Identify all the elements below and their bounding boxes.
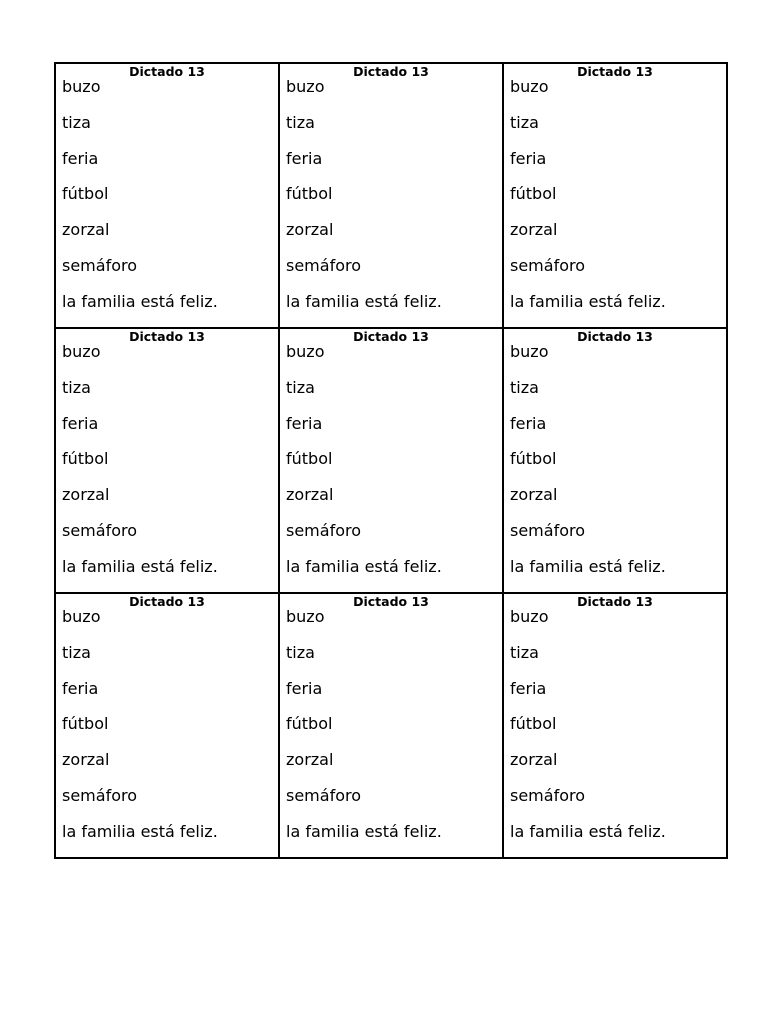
word-item: buzo <box>286 607 325 626</box>
word-item: tiza <box>286 642 315 662</box>
word-list <box>286 78 442 311</box>
word-item: zorzal <box>510 750 558 770</box>
sentence-item: la familia está feliz. <box>286 821 442 841</box>
card-title: Dictado 13 <box>353 594 429 609</box>
sentence-item: la familia está feliz. <box>62 291 218 311</box>
word-item: semáforo <box>510 255 586 275</box>
card-title: Dictado 13 <box>353 64 429 79</box>
word-item: buzo <box>510 342 549 361</box>
word-list <box>62 343 218 576</box>
dictation-card <box>279 328 503 593</box>
sentence-item: la familia está feliz. <box>62 821 218 841</box>
word-item: buzo <box>62 342 101 361</box>
word-item: buzo <box>510 607 549 626</box>
word-item: semáforo <box>286 255 362 275</box>
card-title: Dictado 13 <box>353 329 429 344</box>
word-item: fútbol <box>510 184 557 204</box>
word-item: semáforo <box>62 785 138 805</box>
word-item: buzo <box>286 342 325 361</box>
word-item: feria <box>510 148 547 168</box>
word-item: zorzal <box>286 220 334 240</box>
word-item: feria <box>62 413 99 433</box>
word-item: semáforo <box>510 520 586 540</box>
card-row <box>55 593 727 858</box>
word-item: zorzal <box>62 750 110 770</box>
word-item: tiza <box>510 642 539 662</box>
word-item: semáforo <box>286 520 362 540</box>
card-title: Dictado 13 <box>129 594 205 609</box>
word-item: fútbol <box>286 184 333 204</box>
word-item: tiza <box>510 112 539 132</box>
word-item: zorzal <box>286 485 334 505</box>
word-item: feria <box>286 678 323 698</box>
word-item: tiza <box>62 377 91 397</box>
word-item: zorzal <box>510 220 558 240</box>
word-item: fútbol <box>286 449 333 469</box>
card-row <box>55 63 727 328</box>
word-list <box>62 78 218 311</box>
word-item: tiza <box>286 112 315 132</box>
word-list <box>286 343 442 576</box>
card-title: Dictado 13 <box>129 329 205 344</box>
sentence-item: la familia está feliz. <box>286 556 442 576</box>
dictation-card-grid <box>54 62 728 859</box>
word-item: buzo <box>62 607 101 626</box>
word-item: fútbol <box>510 714 557 734</box>
card-title: Dictado 13 <box>129 64 205 79</box>
word-item: zorzal <box>62 220 110 240</box>
dictation-card <box>55 328 279 593</box>
word-item: semáforo <box>510 785 586 805</box>
word-item: fútbol <box>286 714 333 734</box>
sentence-item: la familia está feliz. <box>510 291 666 311</box>
word-item: semáforo <box>62 255 138 275</box>
dictation-card <box>503 593 727 858</box>
card-title: Dictado 13 <box>577 64 653 79</box>
word-item: zorzal <box>510 485 558 505</box>
word-item: fútbol <box>62 714 109 734</box>
card-row <box>55 328 727 593</box>
word-item: zorzal <box>62 485 110 505</box>
card-title: Dictado 13 <box>577 594 653 609</box>
sentence-item: la familia está feliz. <box>510 556 666 576</box>
word-item: semáforo <box>286 785 362 805</box>
dictation-card <box>503 328 727 593</box>
sentence-item: la familia está feliz. <box>62 556 218 576</box>
word-item: buzo <box>62 77 101 96</box>
word-list <box>62 608 218 841</box>
word-item: tiza <box>62 642 91 662</box>
word-item: feria <box>510 413 547 433</box>
word-list <box>510 608 666 841</box>
sentence-item: la familia está feliz. <box>286 291 442 311</box>
word-item: fútbol <box>510 449 557 469</box>
word-item: tiza <box>510 377 539 397</box>
word-list <box>510 343 666 576</box>
word-item: buzo <box>286 77 325 96</box>
word-item: buzo <box>510 77 549 96</box>
dictation-card <box>279 63 503 328</box>
sentence-item: la familia está feliz. <box>510 821 666 841</box>
dictation-card <box>279 593 503 858</box>
card-title: Dictado 13 <box>577 329 653 344</box>
word-item: tiza <box>286 377 315 397</box>
word-list <box>510 78 666 311</box>
word-item: tiza <box>62 112 91 132</box>
word-item: feria <box>286 148 323 168</box>
word-item: zorzal <box>286 750 334 770</box>
word-item: feria <box>510 678 547 698</box>
dictation-card <box>503 63 727 328</box>
word-item: semáforo <box>62 520 138 540</box>
word-item: fútbol <box>62 449 109 469</box>
dictation-card <box>55 63 279 328</box>
word-item: feria <box>62 148 99 168</box>
word-item: fútbol <box>62 184 109 204</box>
dictation-card <box>55 593 279 858</box>
word-item: feria <box>286 413 323 433</box>
word-item: feria <box>62 678 99 698</box>
word-list <box>286 608 442 841</box>
